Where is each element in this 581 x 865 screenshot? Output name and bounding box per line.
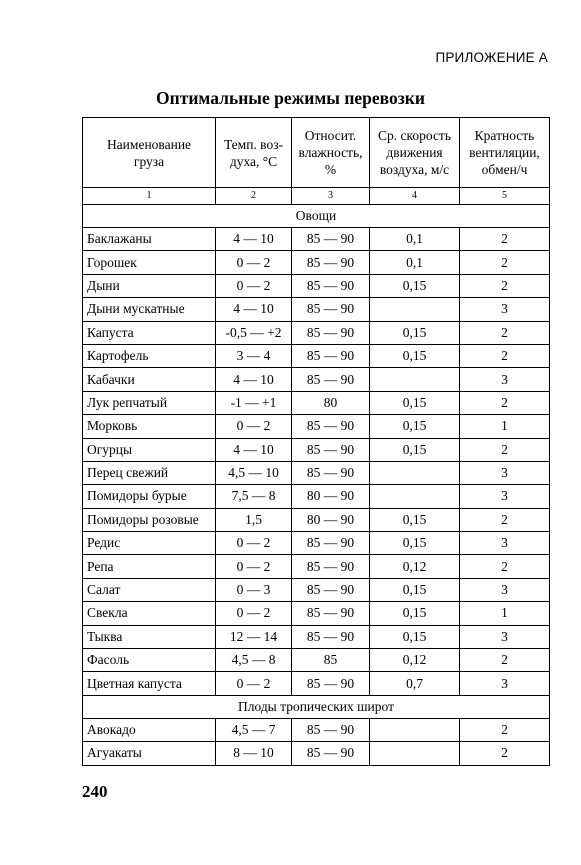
table-cell: Редис <box>83 532 216 555</box>
table-cell: 0,12 <box>370 555 460 578</box>
table-cell: 3 <box>460 368 550 391</box>
table-cell: 1,5 <box>216 508 292 531</box>
table-cell: 3 <box>460 485 550 508</box>
table-row <box>83 672 550 695</box>
column-number: 2 <box>216 188 292 205</box>
table-cell: 3 — 4 <box>216 344 292 367</box>
column-header-line: движения <box>386 145 443 160</box>
table-row <box>83 391 550 414</box>
table-row <box>83 298 550 321</box>
table-cell: 0 — 3 <box>216 578 292 601</box>
column-header-5 <box>460 118 550 188</box>
transport-modes-table <box>82 117 550 766</box>
table-cell: 4 — 10 <box>216 368 292 391</box>
table-cell: Салат <box>83 578 216 601</box>
table-row <box>83 649 550 672</box>
table-cell: 85 — 90 <box>292 461 370 484</box>
table-row <box>83 742 550 765</box>
column-number: 1 <box>83 188 216 205</box>
table-row <box>83 461 550 484</box>
table-cell: 85 — 90 <box>292 298 370 321</box>
table-cell: Капуста <box>83 321 216 344</box>
table-cell: 3 <box>460 298 550 321</box>
column-header-2 <box>216 118 292 188</box>
column-header-line: Относит. <box>304 128 357 143</box>
table-cell: 85 — 90 <box>292 438 370 461</box>
column-header-line: Ср. скорость <box>377 128 451 143</box>
column-number: 3 <box>292 188 370 205</box>
table-cell: Тыква <box>83 625 216 648</box>
table-cell: 3 <box>460 578 550 601</box>
table-cell: 0 — 2 <box>216 555 292 578</box>
table-cell: 0,15 <box>370 344 460 367</box>
table-cell: Картофель <box>83 344 216 367</box>
table-cell: 0 — 2 <box>216 602 292 625</box>
table-cell: 1 <box>460 415 550 438</box>
table-cell <box>370 718 460 741</box>
table-cell: 3 <box>460 625 550 648</box>
table-cell: 85 — 90 <box>292 672 370 695</box>
table-cell: 0,15 <box>370 508 460 531</box>
table-cell: 80 — 90 <box>292 485 370 508</box>
column-number: 5 <box>460 188 550 205</box>
section-title: Овощи <box>83 205 550 228</box>
table-cell: 3 <box>460 672 550 695</box>
table-cell: 4 — 10 <box>216 228 292 251</box>
table-cell: 85 — 90 <box>292 625 370 648</box>
table-cell: 3 <box>460 461 550 484</box>
table-cell: 4,5 — 7 <box>216 718 292 741</box>
table-cell: 0,7 <box>370 672 460 695</box>
table-cell: 0 — 2 <box>216 532 292 555</box>
table-cell: 2 <box>460 228 550 251</box>
column-header-line: вентиляции, <box>469 145 540 160</box>
table-cell: Фасоль <box>83 649 216 672</box>
table-row <box>83 228 550 251</box>
table-row <box>83 438 550 461</box>
column-header-line: Наименование <box>106 136 192 152</box>
page-number: 240 <box>82 782 108 801</box>
table-cell: 85 — 90 <box>292 344 370 367</box>
table-cell: Лук репчатый <box>83 391 216 414</box>
table-cell: 1 <box>460 602 550 625</box>
table-cell: 4 — 10 <box>216 298 292 321</box>
table-cell: 2 <box>460 391 550 414</box>
table-cell: 2 <box>460 718 550 741</box>
appendix-label: ПРИЛОЖЕНИЕ А <box>435 50 548 65</box>
table-cell: 0,15 <box>370 578 460 601</box>
table-cell: Горошек <box>83 251 216 274</box>
table-cell: 85 — 90 <box>292 602 370 625</box>
table-cell: 2 <box>460 344 550 367</box>
table-cell: 80 — 90 <box>292 508 370 531</box>
table-cell: 2 <box>460 274 550 297</box>
column-header-3 <box>292 118 370 188</box>
column-header-line: духа, °С <box>229 153 278 169</box>
table-cell: 4 — 10 <box>216 438 292 461</box>
table-cell: 2 <box>460 438 550 461</box>
table-row <box>83 532 550 555</box>
column-header-line: воздуха, м/с <box>379 162 450 177</box>
table-cell: 0,15 <box>370 274 460 297</box>
table-cell: 0 — 2 <box>216 274 292 297</box>
table-cell: 12 — 14 <box>216 625 292 648</box>
table-row <box>83 578 550 601</box>
table-cell: 0,12 <box>370 649 460 672</box>
table-cell: 85 — 90 <box>292 742 370 765</box>
column-header-line: груза <box>133 153 165 169</box>
table-cell <box>370 298 460 321</box>
table-row <box>83 508 550 531</box>
table-cell: 0,15 <box>370 438 460 461</box>
table-cell: 0,15 <box>370 625 460 648</box>
table-cell: 85 — 90 <box>292 718 370 741</box>
table-cell: 80 <box>292 391 370 414</box>
table-cell: 85 — 90 <box>292 368 370 391</box>
table-row <box>83 251 550 274</box>
table-cell: Морковь <box>83 415 216 438</box>
table-cell: 0,1 <box>370 228 460 251</box>
table-cell: 7,5 — 8 <box>216 485 292 508</box>
table-cell: 85 — 90 <box>292 415 370 438</box>
table-cell: 0 — 2 <box>216 251 292 274</box>
table-cell: 3 <box>460 532 550 555</box>
table-cell: 85 — 90 <box>292 321 370 344</box>
table-cell: Цветная капуста <box>83 672 216 695</box>
table-cell: 85 <box>292 649 370 672</box>
table-cell: Кабачки <box>83 368 216 391</box>
table-cell: 0,15 <box>370 415 460 438</box>
table-row <box>83 415 550 438</box>
table-cell <box>370 742 460 765</box>
table-cell: Огурцы <box>83 438 216 461</box>
table-cell: 85 — 90 <box>292 578 370 601</box>
table-cell: Помидоры бурые <box>83 485 216 508</box>
table-cell: 0,1 <box>370 251 460 274</box>
column-header-line: % <box>324 162 337 177</box>
table-cell: 2 <box>460 742 550 765</box>
table-cell: 0,15 <box>370 391 460 414</box>
table-row <box>83 485 550 508</box>
table-cell: 85 — 90 <box>292 274 370 297</box>
table-cell: Перец свежий <box>83 461 216 484</box>
page-title: Оптимальные режимы перевозки <box>156 88 425 108</box>
table-cell: 2 <box>460 321 550 344</box>
table-row <box>83 368 550 391</box>
table-row <box>83 274 550 297</box>
table-row <box>83 555 550 578</box>
table-cell: 85 — 90 <box>292 228 370 251</box>
table-row <box>83 718 550 741</box>
table-cell: Свекла <box>83 602 216 625</box>
table-cell: Агуакаты <box>83 742 216 765</box>
table-cell: Дыни <box>83 274 216 297</box>
table-row <box>83 321 550 344</box>
table-cell: 85 — 90 <box>292 251 370 274</box>
table-cell: 0 — 2 <box>216 415 292 438</box>
column-header-line: влажность, <box>298 145 363 160</box>
column-header-line: Темп. воз- <box>223 136 284 152</box>
table-cell: 4,5 — 8 <box>216 649 292 672</box>
table-cell <box>370 461 460 484</box>
table-cell: Дыни мускатные <box>83 298 216 321</box>
table-cell: Репа <box>83 555 216 578</box>
table-cell: 0 — 2 <box>216 672 292 695</box>
table-cell <box>370 485 460 508</box>
table-cell: 0,15 <box>370 532 460 555</box>
table-cell: Баклажаны <box>83 228 216 251</box>
table-row <box>83 602 550 625</box>
column-header-line: Кратность <box>474 128 535 143</box>
table-cell: 85 — 90 <box>292 555 370 578</box>
table-row <box>83 344 550 367</box>
table-cell: Авокадо <box>83 718 216 741</box>
column-header-4 <box>370 118 460 188</box>
table-cell: -0,5 — +2 <box>216 321 292 344</box>
table-cell: 2 <box>460 508 550 531</box>
table-cell: 0,15 <box>370 321 460 344</box>
table-cell: 8 — 10 <box>216 742 292 765</box>
table-cell <box>370 368 460 391</box>
table-cell: 2 <box>460 649 550 672</box>
table-cell: 0,15 <box>370 602 460 625</box>
column-number: 4 <box>370 188 460 205</box>
table-cell: -1 — +1 <box>216 391 292 414</box>
table-cell: 85 — 90 <box>292 532 370 555</box>
column-header-line: обмен/ч <box>481 162 528 177</box>
column-header-1 <box>83 118 216 188</box>
table-cell: 2 <box>460 555 550 578</box>
table-row <box>83 625 550 648</box>
table-cell: 4,5 — 10 <box>216 461 292 484</box>
table-cell: Помидоры розовые <box>83 508 216 531</box>
section-title: Плоды тропических широт <box>83 695 550 718</box>
table-cell: 2 <box>460 251 550 274</box>
